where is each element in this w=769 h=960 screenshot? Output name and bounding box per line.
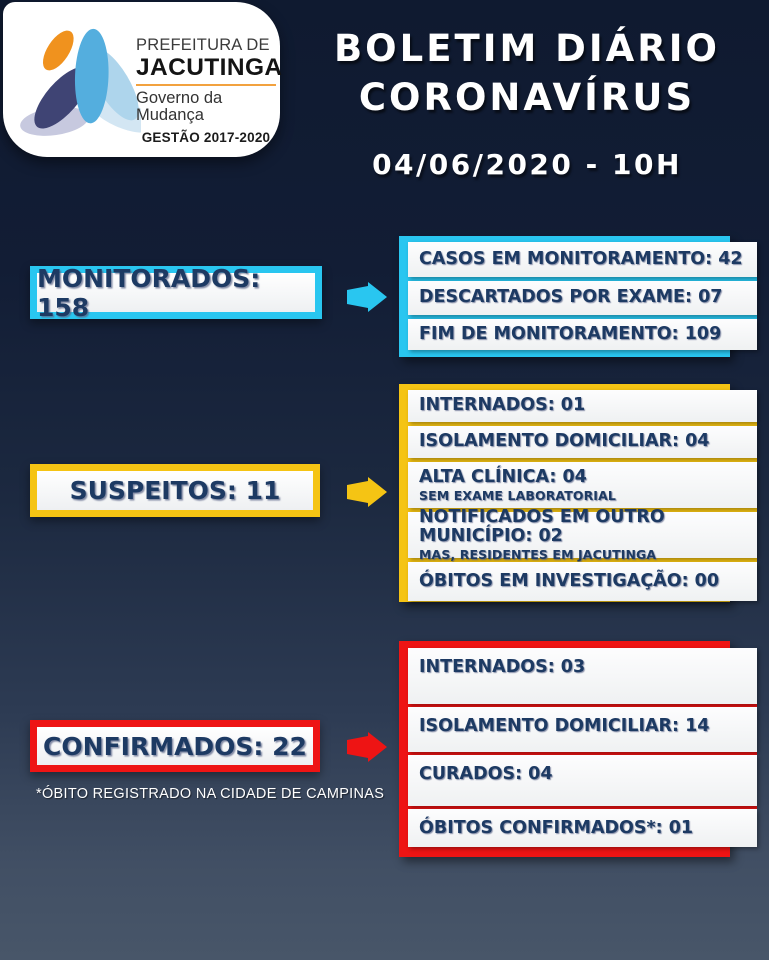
logo-term: GESTÃO 2017-2020 xyxy=(141,129,271,145)
monitorados-label-box xyxy=(30,263,322,322)
stat-text: INTERNADOS: 01 xyxy=(419,395,586,416)
logo-divider xyxy=(136,84,276,86)
prefeitura-logo-card xyxy=(3,2,283,157)
logo-city-name: JACUTINGA xyxy=(136,54,283,82)
stat-row xyxy=(408,390,757,422)
arrow-right-icon xyxy=(347,732,387,762)
stat-text: ISOLAMENTO DOMICILIAR: 04 xyxy=(419,431,710,452)
suspeitos-label-box xyxy=(30,464,320,517)
stat-row xyxy=(408,562,757,601)
arrow-right-icon xyxy=(347,282,387,312)
confirmados-label: CONFIRMADOS: 22 xyxy=(43,731,307,761)
page-title xyxy=(285,24,769,122)
monitorados-label: MONITORADOS: 158 xyxy=(37,263,261,322)
jacutinga-petals-icon xyxy=(13,18,141,144)
stat-row xyxy=(408,281,757,315)
confirmados-rows xyxy=(408,648,757,847)
stat-text: DESCARTADOS POR EXAME: 07 xyxy=(419,287,723,308)
stat-text: FIM DE MONITORAMENTO: 109 xyxy=(419,323,722,344)
stat-text: ÓBITOS CONFIRMADOS*: 01 xyxy=(419,818,694,838)
stat-text: NOTIFICADOS EM OUTRO MUNICÍPIO: 02 xyxy=(419,506,665,547)
stat-text: ALTA CLÍNICA: 04 xyxy=(419,466,587,487)
logo-prefix: PREFEITURA DE xyxy=(136,36,270,54)
monitorados-rows xyxy=(408,242,757,350)
confirmados-label-box xyxy=(30,720,320,772)
suspeitos-label: SUSPEITOS: 11 xyxy=(69,476,281,505)
stat-subtext: SEM EXAME LABORATORIAL xyxy=(419,487,616,503)
stat-row xyxy=(408,242,757,277)
bulletin-datetime: 04/06/2020 - 10H xyxy=(372,148,682,181)
stat-text: ÓBITOS EM INVESTIGAÇÃO: 00 xyxy=(419,570,720,591)
stat-row xyxy=(408,506,757,563)
stat-row xyxy=(408,809,757,847)
stat-row xyxy=(408,319,757,350)
title-line-1: BOLETIM DIÁRIO xyxy=(333,27,721,70)
stat-row xyxy=(408,755,757,806)
stat-text: CURADOS: 04 xyxy=(419,764,553,784)
stat-text: INTERNADOS: 03 xyxy=(419,657,586,677)
stat-subtext: MAS, RESIDENTES EM JACUTINGA xyxy=(419,547,657,563)
logo-slogan: Governo da Mudança xyxy=(136,89,223,125)
suspeitos-rows xyxy=(408,390,757,601)
stat-row xyxy=(408,707,757,752)
confirmados-footnote: *ÓBITO REGISTRADO NA CIDADE DE CAMPINAS xyxy=(36,786,385,802)
arrow-right-icon xyxy=(347,477,387,507)
title-line-2: CORONAVÍRUS xyxy=(358,76,696,119)
stat-row xyxy=(408,426,757,458)
stat-row xyxy=(408,648,757,704)
stat-text: ISOLAMENTO DOMICILIAR: 14 xyxy=(419,716,710,736)
stat-text: CASOS EM MONITORAMENTO: 42 xyxy=(419,248,743,269)
stat-row xyxy=(408,462,757,508)
logo-text-block xyxy=(136,36,283,145)
